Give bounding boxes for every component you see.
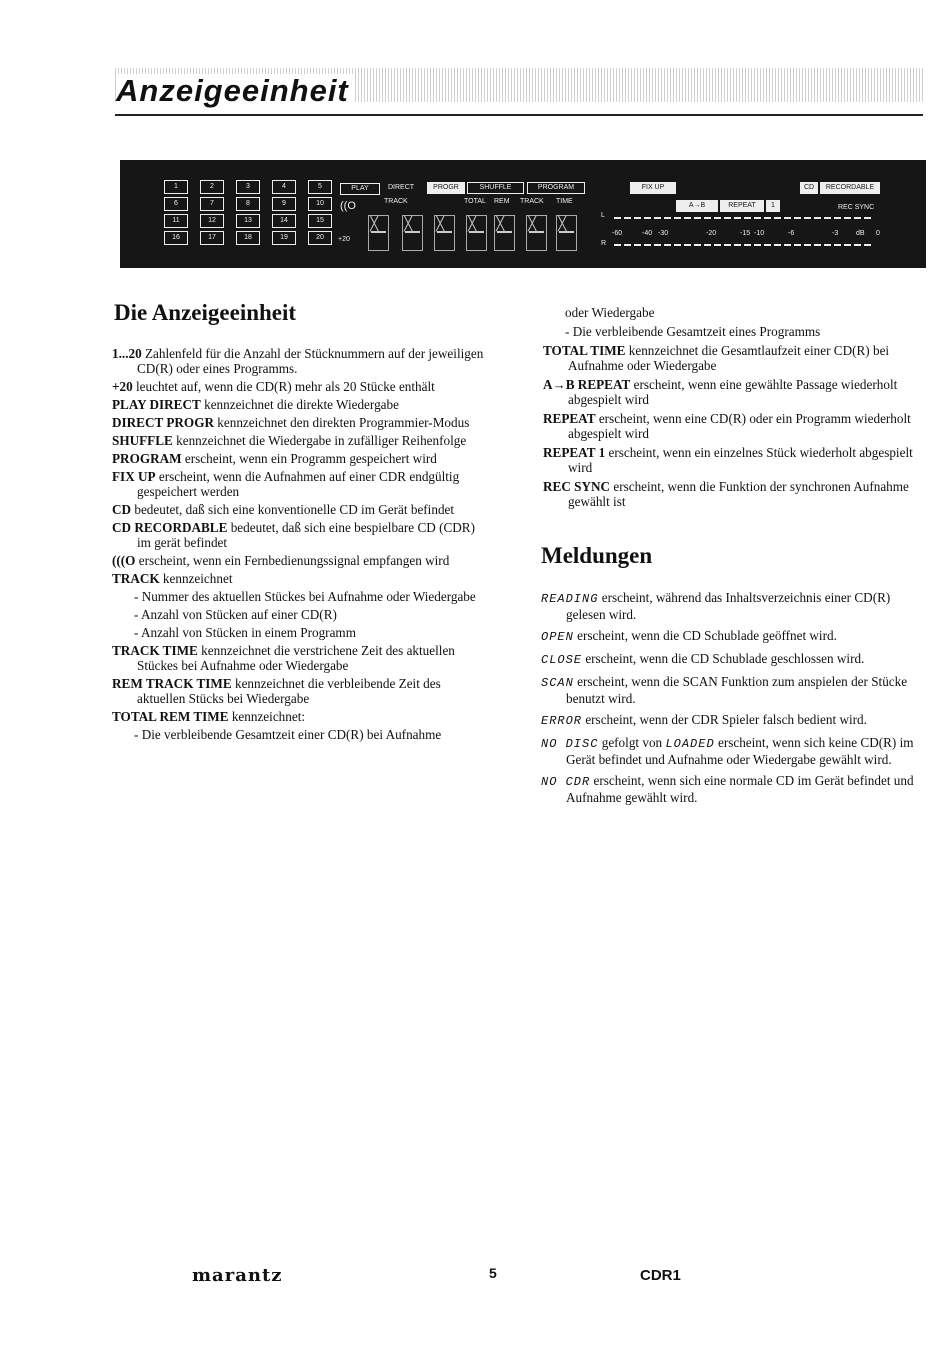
definition-text: Zahlenfeld für die Anzahl der Stücknummern auf der jeweiligen CD(R) oder eines Programms. — [137, 346, 484, 376]
meter-segment — [724, 244, 731, 246]
meter-scale-label: 0 — [876, 230, 880, 237]
segment-digit — [368, 215, 389, 251]
marantz-logo: marantz — [192, 1265, 283, 1286]
meter-segment — [754, 244, 761, 246]
track-number-box: 11 — [164, 214, 188, 228]
recordable-indicator: RECORDABLE — [820, 182, 880, 194]
definition-subline: - Die verbleibende Gesamtzeit einer CD(R) bei Aufnahme — [134, 727, 442, 742]
track-label: TRACK — [384, 198, 408, 205]
meter-segment — [674, 244, 681, 246]
shuffle-indicator: SHUFFLE — [467, 182, 524, 194]
definition-text: kennzeichnet die direkte Wiedergabe — [200, 397, 399, 412]
track-number-box: 14 — [272, 214, 296, 228]
definition-text: erscheint, wenn ein Fernbedienungssignal empfangen wird — [135, 553, 450, 568]
left-heading: Die Anzeigeeinheit — [114, 300, 297, 325]
meter-segment — [804, 217, 811, 219]
definition-item — [112, 643, 487, 673]
remote-icon: ((O — [340, 200, 356, 212]
message-item — [541, 674, 923, 706]
play-indicator: PLAY — [340, 183, 380, 195]
definition-item — [112, 502, 487, 517]
definition-subline: - Anzahl von Stücken in einem Programm — [134, 625, 356, 640]
meter-segment — [784, 217, 791, 219]
page-number: 5 — [489, 1265, 497, 1281]
definition-item — [543, 411, 923, 441]
definition-item — [543, 479, 923, 509]
track-number-box: 18 — [236, 231, 260, 245]
meter-segment — [744, 217, 751, 219]
meter-segment — [864, 217, 871, 219]
definition-item — [112, 571, 487, 586]
message-item — [541, 590, 923, 622]
meter-segment — [754, 217, 761, 219]
message-item — [541, 651, 923, 668]
track-number-box: 19 — [272, 231, 296, 245]
definition-text: kennzeichnet: — [228, 709, 306, 724]
track-number-box: 13 — [236, 214, 260, 228]
track-number-box: 7 — [200, 197, 224, 211]
meter-segment — [764, 217, 771, 219]
meter-segment — [624, 217, 631, 219]
header-rule — [115, 114, 923, 116]
definition-text: erscheint, wenn ein Programm gespeichert wird — [181, 451, 437, 466]
meter-segment — [824, 217, 831, 219]
definition-item — [112, 346, 487, 376]
display-panel-illustration — [120, 160, 926, 268]
definition-term: 1...20 — [112, 346, 142, 361]
message-code: READING — [541, 592, 599, 606]
messages-heading: Meldungen — [541, 543, 653, 568]
meter-scale-label: -20 — [706, 230, 717, 237]
definition-text: bedeutet, daß sich eine konventionelle CD im Gerät befindet — [131, 502, 455, 517]
definition-item — [112, 433, 487, 448]
right-definitions — [543, 305, 923, 513]
program-indicator: PROGRAM — [527, 182, 585, 194]
definition-item — [112, 397, 487, 412]
definition-text: kennzeichnet den direkten Programmier-Modus — [213, 415, 470, 430]
meter-segment — [854, 217, 861, 219]
track-number-box: 10 — [308, 197, 332, 211]
meter-segment — [664, 217, 671, 219]
definition-text: erscheint, wenn eine gewählte Passage wiederholt abgespielt wird — [568, 377, 898, 407]
meter-segment — [814, 217, 821, 219]
cd-indicator: CD — [800, 182, 818, 194]
message-text: erscheint, wenn der CDR Spieler falsch bedient wird. — [582, 712, 867, 727]
meter-segment — [824, 244, 831, 246]
message-text: erscheint, wenn sich eine normale CD im Gerät befindet und Aufnahme gewählt wird. — [566, 773, 914, 805]
meter-segment — [714, 217, 721, 219]
meter-segment — [664, 244, 671, 246]
recsync-indicator: REC SYNC — [838, 204, 875, 211]
meter-segment — [714, 244, 721, 246]
meter-segment — [624, 244, 631, 246]
track-number-box: 5 — [308, 180, 332, 194]
message-code: OPEN — [541, 630, 574, 644]
definition-term: TRACK — [112, 571, 160, 586]
time-label: TIME — [556, 198, 573, 205]
model-name: CDR1 — [640, 1267, 681, 1284]
meter-segment — [684, 244, 691, 246]
message-code: CLOSE — [541, 653, 583, 667]
progr-indicator: PROGR — [427, 182, 465, 194]
definition-term: REPEAT 1 — [543, 445, 606, 460]
definition-item — [112, 520, 487, 550]
definition-term: REC SYNC — [543, 479, 611, 494]
definition-term: REM TRACK TIME — [112, 676, 232, 691]
meter-segment — [834, 217, 841, 219]
repeat-one-indicator: 1 — [766, 200, 780, 212]
message-item — [541, 628, 923, 645]
definition-subline: - Die verbleibende Gesamtzeit eines Programms — [565, 324, 821, 339]
definition-term: FIX UP — [112, 469, 156, 484]
segment-digit — [466, 215, 487, 251]
message-text: erscheint, wenn die SCAN Funktion zum anspielen der Stücke benutzt wird. — [566, 674, 908, 706]
meter-segment — [814, 244, 821, 246]
track-number-box: 9 — [272, 197, 296, 211]
segment-digit — [526, 215, 547, 251]
meter-segment — [644, 244, 651, 246]
message-text: erscheint, während das Inhaltsverzeichnis einer CD(R) gelesen wird. — [566, 590, 891, 622]
definition-text: leuchtet auf, wenn die CD(R) mehr als 20 Stücke enthält — [132, 379, 435, 394]
definition-text: kennzeichnet die verbleibende Zeit des aktuellen Stücks bei Wiedergabe — [137, 676, 441, 706]
track-time-label: TRACK — [520, 198, 544, 205]
message-text: erscheint, wenn die CD Schublade geschlossen wird. — [582, 651, 865, 666]
definition-term: PROGRAM — [112, 451, 182, 466]
definition-term: REPEAT — [543, 411, 596, 426]
message-item — [541, 712, 923, 729]
definition-item — [543, 445, 923, 475]
meter-segment — [744, 244, 751, 246]
track-number-box: 2 — [200, 180, 224, 194]
meter-segment — [854, 244, 861, 246]
meter-segment — [684, 217, 691, 219]
definition-item — [543, 343, 923, 373]
definition-term: CD — [112, 502, 132, 517]
message-text: erscheint, wenn die CD Schublade geöffnet wird. — [573, 628, 837, 643]
message-text: gefolgt von — [598, 735, 666, 750]
meter-scale-label: -30 — [658, 230, 669, 237]
meter-segment — [704, 244, 711, 246]
definition-item — [543, 377, 923, 407]
page-title: Anzeigeeinheit — [116, 74, 355, 108]
segment-digit — [434, 215, 455, 251]
meter-segment — [794, 244, 801, 246]
meter-segment — [614, 244, 621, 246]
meter-segment — [794, 217, 801, 219]
segment-digit — [494, 215, 515, 251]
track-number-box: 17 — [200, 231, 224, 245]
message-code: LOADED — [665, 737, 715, 751]
definition-text: erscheint, wenn die Aufnahmen auf einer CDR endgültig gespeichert werden — [137, 469, 460, 499]
level-L-label: L — [601, 212, 605, 219]
meter-segment — [774, 244, 781, 246]
meter-segment — [614, 217, 621, 219]
plus20-indicator: +20 — [338, 236, 350, 243]
message-code: ERROR — [541, 714, 583, 728]
definition-text: erscheint, wenn ein einzelnes Stück wiederholt abgespielt wird — [568, 445, 913, 475]
track-number-box: 15 — [308, 214, 332, 228]
meter-segment — [844, 217, 851, 219]
meter-segment — [864, 244, 871, 246]
meter-segment — [844, 244, 851, 246]
meter-segment — [734, 244, 741, 246]
definition-item — [112, 451, 487, 466]
messages-list — [541, 590, 923, 811]
definition-text: erscheint, wenn die Funktion der synchronen Aufnahme gewählt ist — [568, 479, 909, 509]
definition-term: TOTAL TIME — [543, 343, 626, 358]
segment-digit — [402, 215, 423, 251]
definition-item — [112, 469, 487, 499]
definition-item — [112, 553, 487, 568]
meter-segment — [634, 244, 641, 246]
meter-segment — [774, 217, 781, 219]
ab-indicator: A→B — [676, 200, 718, 212]
definition-text: erscheint, wenn eine CD(R) oder ein Programm wiederholt abgespielt wird — [568, 411, 911, 441]
meter-segment — [644, 217, 651, 219]
definition-item — [112, 379, 487, 394]
meter-segment — [654, 244, 661, 246]
definition-term: PLAY DIRECT — [112, 397, 201, 412]
meter-segment — [634, 217, 641, 219]
left-definitions — [112, 346, 487, 745]
meter-segment — [704, 217, 711, 219]
definition-item — [112, 676, 487, 706]
meter-scale-label: -40 — [642, 230, 653, 237]
definition-term: TOTAL REM TIME — [112, 709, 229, 724]
fixup-indicator: FIX UP — [630, 182, 676, 194]
meter-scale-label: -60 — [612, 230, 623, 237]
meter-segment — [724, 217, 731, 219]
message-code: SCAN — [541, 676, 574, 690]
meter-scale-label: -15 — [740, 230, 751, 237]
message-code: NO CDR — [541, 775, 591, 789]
meter-segment — [764, 244, 771, 246]
total-label: TOTAL — [464, 198, 486, 205]
definition-text: kennzeichnet die verstrichene Zeit des aktuellen Stückes bei Aufnahme oder Wiedergabe — [137, 643, 455, 673]
segment-digit — [556, 215, 577, 251]
track-number-box: 4 — [272, 180, 296, 194]
definition-text: kennzeichnet die Wiedergabe in zufälliger Reihenfolge — [172, 433, 467, 448]
definition-subline: - Nummer des aktuellen Stückes bei Aufnahme oder Wiedergabe — [134, 589, 476, 604]
definition-term: +20 — [112, 379, 133, 394]
message-item — [541, 735, 923, 767]
meter-segment — [654, 217, 661, 219]
direct-indicator: DIRECT — [388, 184, 415, 191]
message-text: erscheint, wenn sich keine CD(R) im Gerät befindet und Aufnahme oder Wiedergabe gewählt wird. — [566, 735, 914, 767]
definition-term: (((O — [112, 553, 136, 568]
track-number-box: 12 — [200, 214, 224, 228]
definition-text: bedeutet, daß sich eine bespielbare CD (CDR) im gerät befindet — [137, 520, 475, 550]
definition-term: SHUFFLE — [112, 433, 173, 448]
definition-subline: - Anzahl von Stücken auf einer CD(R) — [134, 607, 337, 622]
meter-segment — [694, 217, 701, 219]
definition-text: kennzeichnet die Gesamtlaufzeit einer CD(R) bei Aufnahme oder Wiedergabe — [568, 343, 890, 373]
meter-segment — [804, 244, 811, 246]
track-number-box: 20 — [308, 231, 332, 245]
meter-segment — [694, 244, 701, 246]
meter-scale-label: -6 — [788, 230, 795, 237]
meter-scale-label: -10 — [754, 230, 765, 237]
rem-label: REM — [494, 198, 510, 205]
track-number-box: 6 — [164, 197, 188, 211]
definition-term: DIRECT PROGR — [112, 415, 214, 430]
definition-item — [112, 415, 487, 430]
message-code: NO DISC — [541, 737, 599, 751]
meter-segment — [834, 244, 841, 246]
definition-text: kennzeichnet — [159, 571, 233, 586]
track-number-box: 1 — [164, 180, 188, 194]
repeat-indicator: REPEAT — [720, 200, 764, 212]
definition-term: TRACK TIME — [112, 643, 198, 658]
meter-segment — [734, 217, 741, 219]
meter-scale-label: dB — [856, 230, 865, 237]
meter-segment — [784, 244, 791, 246]
meter-segment — [674, 217, 681, 219]
level-R-label: R — [601, 240, 607, 247]
definition-term: CD RECORDABLE — [112, 520, 228, 535]
track-number-box: 3 — [236, 180, 260, 194]
meter-scale-label: -3 — [832, 230, 839, 237]
message-item — [541, 773, 923, 805]
definition-item — [112, 709, 487, 724]
track-number-box: 16 — [164, 231, 188, 245]
definition-subline: oder Wiedergabe — [565, 305, 655, 320]
track-number-box: 8 — [236, 197, 260, 211]
definition-term: A→B REPEAT — [543, 377, 631, 392]
